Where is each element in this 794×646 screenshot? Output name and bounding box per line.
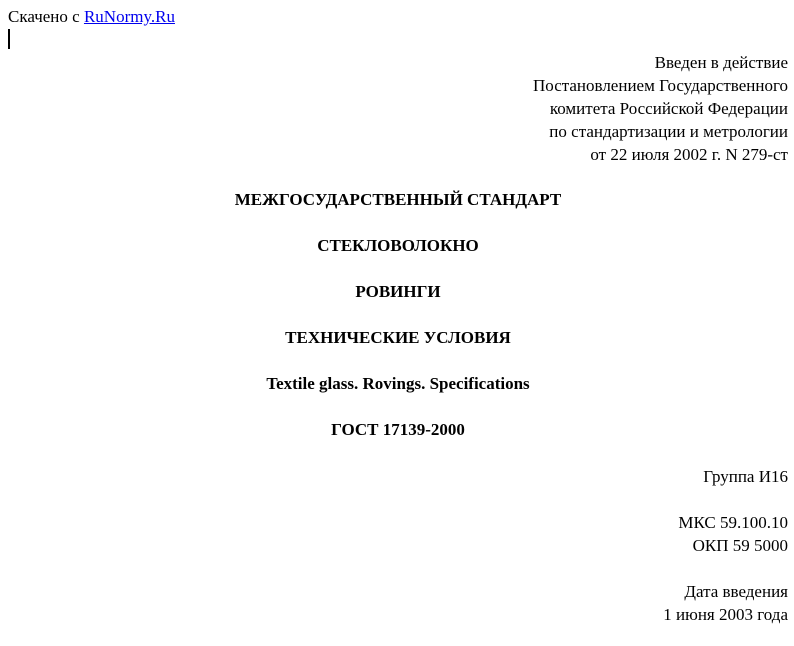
document-kind-heading: ТЕХНИЧЕСКИЕ УСЛОВИЯ (285, 328, 511, 347)
product-heading: РОВИНГИ (355, 282, 441, 301)
source-prefix: Скачено с (8, 7, 84, 26)
introduction-block (663, 580, 788, 626)
material-heading: СТЕКЛОВОЛОКНО (317, 236, 479, 255)
approval-line: комитета Российской Федерации (549, 99, 788, 118)
source-line (8, 5, 175, 28)
group-block (703, 465, 788, 488)
introduction-label: Дата введения (684, 582, 788, 601)
english-title-heading: Textile glass. Rovings. Specifications (266, 374, 530, 393)
approval-line: Введен в действие (654, 53, 788, 72)
approval-line: по стандартизации и метрологии (549, 122, 788, 141)
text-caret (8, 29, 10, 49)
classification-codes (678, 511, 788, 557)
source-link[interactable]: RuNormy.Ru (83, 7, 175, 26)
okp-code: ОКП 59 5000 (692, 536, 788, 555)
introduction-date: 1 июня 2003 года (663, 605, 788, 624)
mks-code: МКС 59.100.10 (678, 513, 788, 532)
approval-line: Постановлением Государственного (533, 76, 788, 95)
gost-designation: ГОСТ 17139-2000 (331, 420, 465, 439)
approval-block (533, 51, 788, 166)
standard-type-heading: МЕЖГОСУДАРСТВЕННЫЙ СТАНДАРТ (234, 190, 562, 209)
group-code: Группа И16 (703, 467, 788, 486)
approval-line: от 22 июля 2002 г. N 279-ст (590, 145, 788, 164)
